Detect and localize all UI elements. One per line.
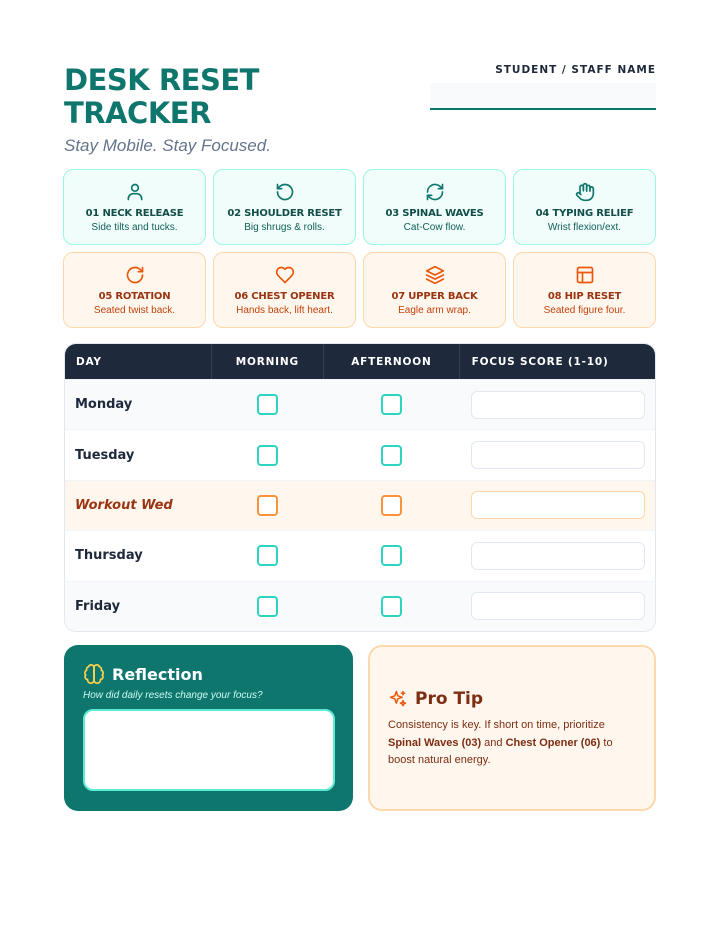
table-row <box>65 480 655 530</box>
exercise-card <box>213 169 356 245</box>
tip-title: Pro Tip <box>415 689 484 709</box>
exercise-title: 01 NECK RELEASE <box>85 208 184 219</box>
exercise-desc: Hands back, lift heart. <box>236 305 333 316</box>
day-label: Friday <box>75 598 121 614</box>
morning-cell <box>212 596 325 617</box>
morning-checkbox[interactable] <box>257 545 278 566</box>
table-row <box>65 379 655 429</box>
exercise-icon-wrap <box>364 180 505 204</box>
exercise-title: 07 UPPER BACK <box>391 291 478 302</box>
tip-text-3: to boost natural energy. <box>388 736 613 766</box>
exercise-desc: Seated figure four. <box>543 305 626 316</box>
tip-header <box>388 689 636 709</box>
rotate-cw-icon <box>125 265 145 285</box>
focus-score-input[interactable] <box>471 592 645 620</box>
page-title <box>64 64 364 130</box>
exercise-desc: Big shrugs & rolls. <box>244 222 325 233</box>
exercise-icon-wrap <box>64 180 205 204</box>
header-morning: MORNING <box>212 344 325 379</box>
exercise-icon-wrap <box>214 263 355 287</box>
exercise-card <box>513 252 656 328</box>
tip-text-1: Consistency is key. If short on time, prioritize <box>388 719 605 731</box>
focus-score-cell <box>460 542 655 570</box>
afternoon-checkbox[interactable] <box>381 545 402 566</box>
focus-score-cell <box>460 391 655 419</box>
table-row <box>65 429 655 479</box>
exercise-desc: Wrist flexion/ext. <box>547 222 622 233</box>
exercise-desc: Eagle arm wrap. <box>398 305 471 316</box>
table-row <box>65 581 655 631</box>
table-row <box>65 530 655 580</box>
day-label: Thursday <box>75 548 143 564</box>
exercise-icon-wrap <box>64 263 205 287</box>
afternoon-checkbox[interactable] <box>381 596 402 617</box>
name-block <box>430 64 656 110</box>
tip-bold-1: Spinal Waves (03) <box>388 736 482 749</box>
exercise-title: 04 TYPING RELIEF <box>535 208 634 219</box>
day-label: Tuesday <box>75 447 135 463</box>
exercise-title: 02 SHOULDER RESET <box>227 208 342 219</box>
focus-score-cell <box>460 441 655 469</box>
focus-score-cell <box>460 491 655 519</box>
focus-score-input[interactable] <box>471 491 645 519</box>
heart-icon <box>275 265 295 285</box>
pro-tip-panel <box>368 645 656 811</box>
table-body <box>65 379 655 631</box>
focus-score-input[interactable] <box>471 441 645 469</box>
exercise-title: 03 SPINAL WAVES <box>385 208 484 219</box>
exercise-title: 06 CHEST OPENER <box>234 291 335 302</box>
reflection-title: Reflection <box>112 664 203 684</box>
person-icon <box>125 182 145 202</box>
name-label: STUDENT / STAFF NAME <box>495 64 656 76</box>
tracker-table <box>64 343 656 632</box>
reflection-input[interactable] <box>83 709 335 791</box>
tip-bold-2: Chest Opener (06) <box>505 736 601 749</box>
tip-body <box>388 717 636 770</box>
exercise-cards <box>63 169 657 328</box>
title-line-2: TRACKER <box>64 96 211 130</box>
morning-cell <box>212 445 325 466</box>
refresh-icon <box>425 182 445 202</box>
afternoon-cell <box>324 545 460 566</box>
afternoon-checkbox[interactable] <box>381 495 402 516</box>
afternoon-cell <box>324 495 460 516</box>
header-afternoon: AFTERNOON <box>324 344 460 379</box>
exercise-icon-wrap <box>364 263 505 287</box>
afternoon-cell <box>324 394 460 415</box>
focus-score-cell <box>460 592 655 620</box>
page-subtitle: Stay Mobile. Stay Focused. <box>64 136 271 155</box>
exercise-card <box>63 252 206 328</box>
exercise-icon-wrap <box>514 263 655 287</box>
reflection-prompt: How did daily resets change your focus? <box>83 690 263 701</box>
exercise-desc: Side tilts and tucks. <box>91 222 178 233</box>
header-focus-score: FOCUS SCORE (1-10) <box>471 355 609 368</box>
exercise-card <box>363 252 506 328</box>
exercise-desc: Seated twist back. <box>93 305 176 316</box>
exercise-icon-wrap <box>214 180 355 204</box>
sparkle-icon <box>388 689 408 709</box>
exercise-card <box>63 169 206 245</box>
table-header <box>65 344 655 379</box>
hand-icon <box>575 182 595 202</box>
morning-checkbox[interactable] <box>257 495 278 516</box>
exercise-icon-wrap <box>514 180 655 204</box>
exercise-title: 05 ROTATION <box>98 291 171 302</box>
morning-checkbox[interactable] <box>257 445 278 466</box>
afternoon-checkbox[interactable] <box>381 394 402 415</box>
exercise-title: 08 HIP RESET <box>547 291 622 302</box>
morning-cell <box>212 495 325 516</box>
afternoon-checkbox[interactable] <box>381 445 402 466</box>
afternoon-cell <box>324 596 460 617</box>
morning-checkbox[interactable] <box>257 394 278 415</box>
reflection-header <box>83 663 334 685</box>
layers-icon <box>425 265 445 285</box>
exercise-card <box>363 169 506 245</box>
focus-score-input[interactable] <box>471 391 645 419</box>
rotate-ccw-icon <box>275 182 295 202</box>
exercise-desc: Cat-Cow flow. <box>403 222 466 233</box>
morning-checkbox[interactable] <box>257 596 278 617</box>
focus-score-input[interactable] <box>471 542 645 570</box>
header-day: DAY <box>65 344 212 379</box>
day-label: Workout Wed <box>75 497 173 513</box>
exercise-card <box>213 252 356 328</box>
morning-cell <box>212 545 325 566</box>
exercise-card <box>513 169 656 245</box>
day-label: Monday <box>75 397 133 413</box>
reflection-panel <box>64 645 353 811</box>
brain-icon <box>83 663 105 685</box>
title-block <box>64 64 364 156</box>
layout-icon <box>575 265 595 285</box>
title-line-1: DESK RESET <box>64 63 259 97</box>
name-input[interactable] <box>430 83 656 110</box>
afternoon-cell <box>324 445 460 466</box>
tip-text-2: and <box>481 736 506 749</box>
morning-cell <box>212 394 325 415</box>
